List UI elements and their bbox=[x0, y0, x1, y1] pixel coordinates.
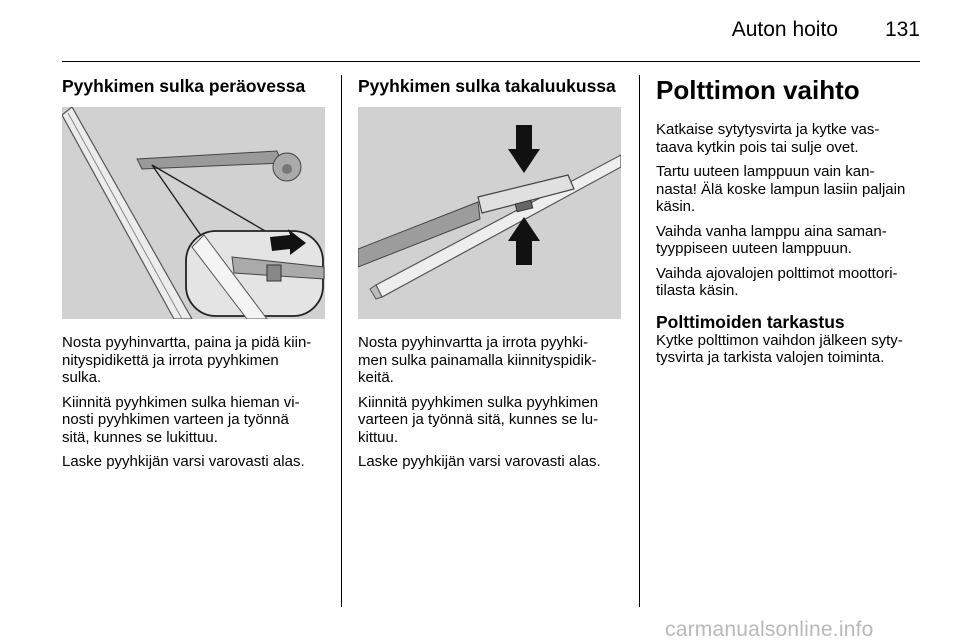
watermark: carmanualsonline.info bbox=[665, 618, 874, 641]
page-number: 131 bbox=[884, 18, 920, 41]
section-heading-rear-door: Pyyhkimen sulka peräovessa bbox=[62, 76, 306, 96]
column-bulb-replacement bbox=[656, 75, 926, 374]
paragraph: Vaihda ajovalojen polttimot moottori- tilasta käsin. bbox=[656, 264, 898, 299]
figure-rear-door-wiper bbox=[62, 107, 325, 319]
paragraph: Laske pyyhkijän varsi varovasti alas. bbox=[62, 453, 305, 470]
paragraph: Nosta pyyhinvartta ja irrota pyyhki- men sulka painamalla kiinnityspidik- keitä. bbox=[358, 334, 597, 386]
header-divider bbox=[62, 61, 920, 62]
figure-tailgate-wiper bbox=[358, 107, 621, 319]
wiper-illustration-2 bbox=[358, 107, 621, 319]
page-header bbox=[62, 0, 920, 62]
wiper-illustration-1 bbox=[62, 107, 325, 319]
column-rear-door-wiper bbox=[62, 75, 328, 478]
paragraph: Kytke polttimon vaihdon jälkeen syty- tysvirta ja tarkista valojen toiminta. bbox=[656, 331, 903, 366]
section-title: Auton hoito bbox=[731, 18, 838, 41]
paragraph: Kiinnitä pyyhkimen sulka pyyhkimen varteen ja työnnä sitä, kunnes se lu- kittuu. bbox=[358, 393, 599, 446]
subsection-heading-bulb-check: Polttimoiden tarkastus bbox=[656, 311, 845, 332]
paragraph: Laske pyyhkijän varsi varovasti alas. bbox=[358, 453, 601, 470]
section-heading-bulb: Polttimon vaihto bbox=[656, 75, 860, 105]
paragraph: Kiinnitä pyyhkimen sulka hieman vi- nosti pyyhkimen varteen ja työnnä sitä, kunnes se lukittuu. bbox=[62, 393, 300, 446]
section-heading-tailgate: Pyyhkimen sulka takaluukussa bbox=[358, 76, 616, 96]
paragraph: Tartu uuteen lamppuun vain kan- nasta! Älä koske lampun lasiin paljain käsin. bbox=[656, 163, 906, 215]
column-divider-2 bbox=[639, 75, 640, 607]
paragraph: Katkaise sytytysvirta ja kytke vas- taava kytkin pois tai sulje ovet. bbox=[656, 121, 880, 156]
column-tailgate-wiper bbox=[358, 75, 628, 478]
column-divider-1 bbox=[341, 75, 342, 607]
paragraph: Nosta pyyhinvartta, paina ja pidä kiin- nityspidikettä ja irrota pyyhkimen sulka. bbox=[62, 334, 312, 386]
paragraph: Vaihda vanha lamppu aina saman- tyyppiseen uuteen lamppuun. bbox=[656, 222, 887, 257]
